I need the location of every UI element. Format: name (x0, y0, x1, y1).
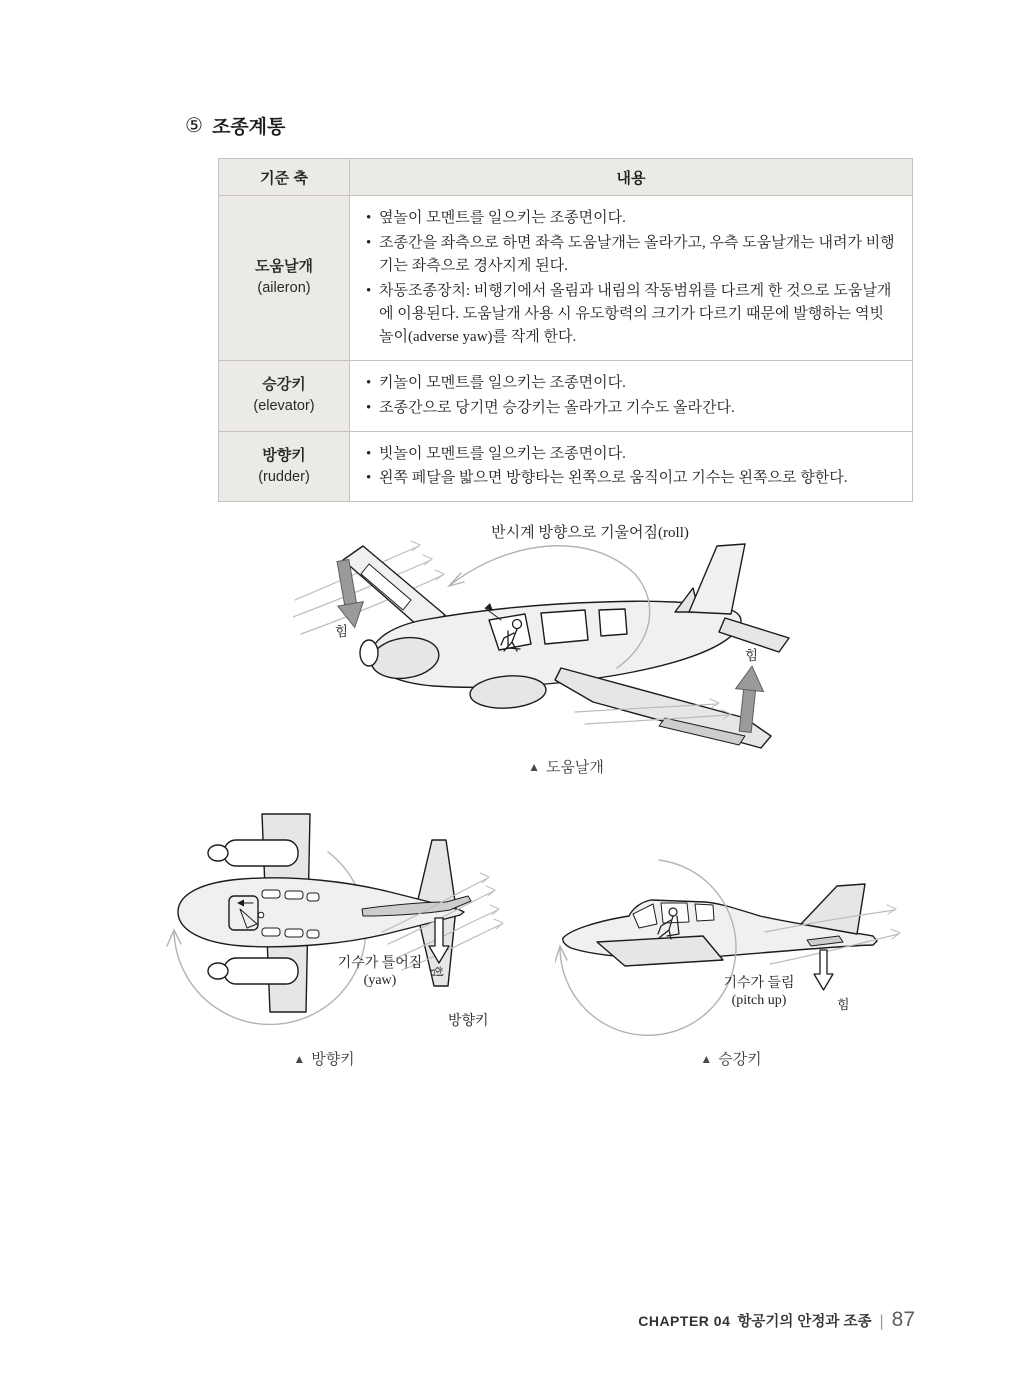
bullet-item: • 왼쪽 페달을 밟으면 방향타는 왼쪽으로 움직이고 기수는 왼쪽으로 향한다. (364, 467, 898, 490)
pitch-annotation (679, 976, 839, 1010)
triangle-marker: ▲ (293, 1052, 306, 1066)
section-title: 조종계통 (211, 117, 286, 138)
table-row (219, 196, 913, 361)
yaw-diagram (150, 812, 510, 1047)
bullet-item: • 차동조종장치: 비행기에서 올림과 내림의 작동범위를 다르게 한 것으로 도움날개에 이용된다. 도움날개 사용 시 유도항력의 크기가 다르기 때문에 발행하는 역빗놀이(adverse yaw)를 작게 한다. (364, 280, 898, 349)
column-header-axis: 기준 축 (219, 159, 350, 196)
force-label-left: 힘 (335, 624, 349, 639)
triangle-marker: ▲ (700, 1052, 713, 1066)
table-header-row (219, 159, 913, 196)
propeller-spinner (360, 640, 378, 666)
axis-name: 방향키 (262, 447, 306, 465)
axis-name-en: (elevator) (253, 397, 315, 414)
yaw-annotation-line2: (yaw) (363, 972, 397, 988)
section-number: ⑤ (185, 115, 203, 137)
column-header-content: 내용 (350, 159, 913, 196)
bullet-item: • 옆놀이 모멘트를 일으키는 조종면이다. (364, 207, 898, 230)
roll-diagram-drawing (293, 520, 803, 760)
pitch-diagram-drawing (555, 846, 915, 1051)
bullet-item: • 조종간을 좌측으로 하면 좌측 도움날개는 올라가고, 우측 도움날개는 내려가 비행기는 좌측으로 경사지게 된다. (364, 232, 898, 278)
axis-name-en: (rudder) (258, 468, 310, 485)
pitch-annotation-line2: (pitch up) (731, 992, 787, 1008)
roll-annotation: 반시계 방향으로 기울어짐(roll) (491, 525, 689, 541)
axis-name: 승강키 (262, 376, 306, 394)
content-cell-aileron (350, 196, 913, 361)
pitch-annotation-line1: 기수가 들림 (723, 976, 795, 991)
caption-aileron (466, 756, 666, 777)
bullet-item: • 빗놀이 모멘트를 일으키는 조종면이다. (364, 443, 898, 466)
axis-name-en: (aileron) (257, 280, 311, 297)
table-row (219, 431, 913, 502)
table-row (219, 360, 913, 431)
chapter-label: CHAPTER 04 (638, 1313, 731, 1329)
caption-rudder (224, 1048, 424, 1069)
pitch-diagram (555, 846, 915, 1051)
section-heading (185, 112, 285, 139)
axis-cell-aileron (219, 196, 350, 361)
footer-separator: | (879, 1313, 884, 1330)
bullet-list (364, 443, 898, 491)
caption-text: 도움날개 (545, 759, 604, 776)
bullet-list (364, 207, 898, 349)
axis-name: 도움날개 (255, 258, 313, 276)
bullet-item: • 키놀이 모멘트를 일으키는 조종면이다. (364, 372, 898, 395)
page-footer (638, 1308, 915, 1332)
page-number: 87 (891, 1308, 915, 1331)
force-label: 힘 (837, 997, 850, 1012)
content-cell-rudder (350, 431, 913, 502)
vertical-fin (689, 544, 745, 614)
axis-cell-rudder (219, 431, 350, 502)
wing-side-view (597, 936, 723, 966)
caption-text: 승강키 (718, 1051, 762, 1068)
chapter-title: 항공기의 안정과 조종 (737, 1314, 872, 1330)
control-surface-table (218, 158, 913, 502)
yaw-annotation-line1: 기수가 틀어짐 (337, 956, 423, 971)
roll-diagram (293, 520, 803, 760)
force-label: 힘 (428, 965, 444, 978)
force-label-right: 힘 (745, 648, 759, 663)
rudder-part-label: 방향키 (448, 1014, 489, 1029)
caption-elevator (631, 1048, 831, 1069)
triangle-marker: ▲ (528, 760, 540, 774)
axis-cell-elevator (219, 360, 350, 431)
caption-text: 방향키 (311, 1051, 355, 1068)
bullet-item: • 조종간으로 당기면 승강키는 올라가고 기수도 올라간다. (364, 397, 898, 420)
bullet-list (364, 372, 898, 420)
content-cell-elevator (350, 360, 913, 431)
